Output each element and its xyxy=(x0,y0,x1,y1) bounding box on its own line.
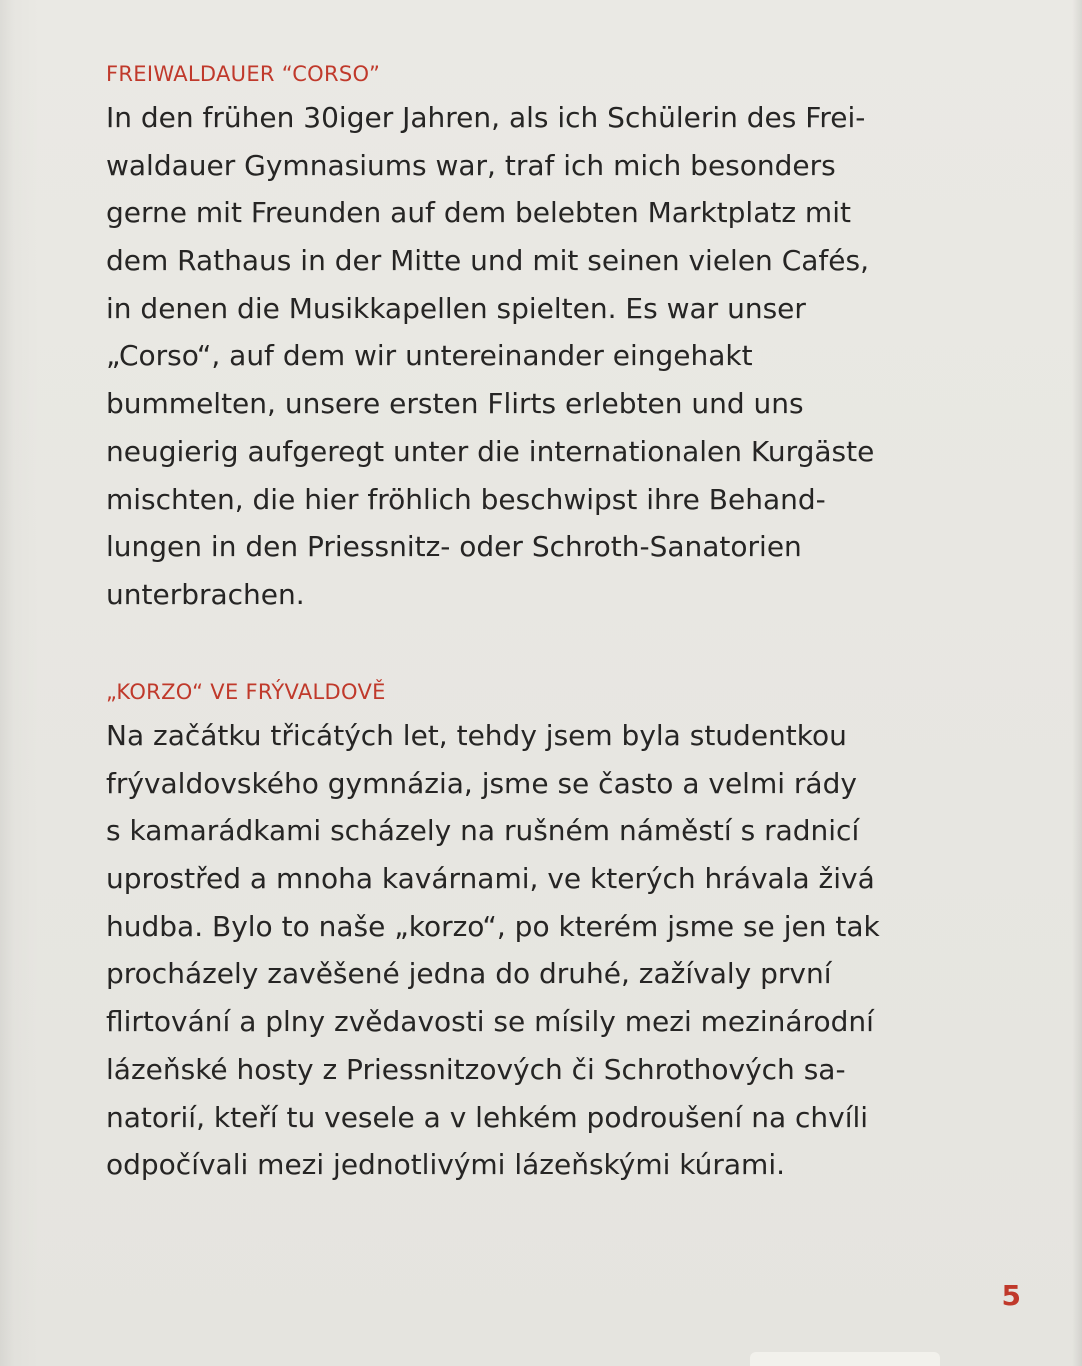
text-line: hudba. Bylo to naše „korzo“, po kterém jsme se jen tak xyxy=(106,909,880,943)
text-line: unterbrachen. xyxy=(106,577,305,611)
text-line: bummelten, unsere ersten Flirts erlebten und uns xyxy=(106,387,804,421)
text-line: s kamarádkami scházely na rušném náměstí s radnicí xyxy=(106,814,860,848)
text-line: uprostřed a mnoha kavárnami, ve kterých hrávala živá xyxy=(106,862,875,896)
section-heading-german: FREIWALDAUER “CORSO” xyxy=(106,62,381,86)
text-line: dem Rathaus in der Mitte und mit seinen vielen Cafés, xyxy=(106,244,869,278)
bottom-page-tab xyxy=(750,1352,940,1366)
text-line: lázeňské hosty z Priessnitzových či Schrothových sa- xyxy=(106,1052,846,1086)
text-line: mischten, die hier fröhlich beschwipst ihre Behand- xyxy=(106,482,826,516)
page-edge-shadow xyxy=(1072,0,1082,1366)
section-heading-czech: „KORZO“ VE FRÝVALDOVĚ xyxy=(106,680,386,704)
section-german xyxy=(106,60,1036,619)
text-line: natorií, kteří tu vesele a v lehkém podroušení na chvíli xyxy=(106,1100,869,1134)
text-line: lungen in den Priessnitz- oder Schroth-Sanatorien xyxy=(106,530,802,564)
text-line: in denen die Musikkapellen spielten. Es war unser xyxy=(106,291,806,325)
text-line: „Corso“, auf dem wir untereinander eingehakt xyxy=(106,339,753,373)
text-line: neugierig aufgeregt unter die internationalen Kurgäste xyxy=(106,434,875,468)
text-line: gerne mit Freunden auf dem belebten Marktplatz mit xyxy=(106,196,851,230)
paragraph-czech xyxy=(106,712,1036,1189)
page-number: 5 xyxy=(1001,1279,1021,1312)
text-line: Na začátku třicátých let, tehdy jsem byla studentkou xyxy=(106,719,847,752)
text-line: frývaldovského gymnázia, jsme se často a velmi rády xyxy=(106,766,857,800)
text-line: flirtování a plny zvědavosti se mísily mezi mezinárodní xyxy=(106,1005,874,1039)
text-line: waldauer Gymnasiums war, traf ich mich besonders xyxy=(106,148,836,182)
paragraph-german xyxy=(106,94,1036,619)
section-czech xyxy=(106,678,1036,1189)
text-line: procházely zavěšené jedna do druhé, zažívaly první xyxy=(106,957,832,991)
text-line: odpočívali mezi jednotlivými lázeňskými kúrami. xyxy=(106,1148,785,1182)
text-line: In den frühen 30iger Jahren, als ich Schülerin des Frei- xyxy=(106,101,866,134)
